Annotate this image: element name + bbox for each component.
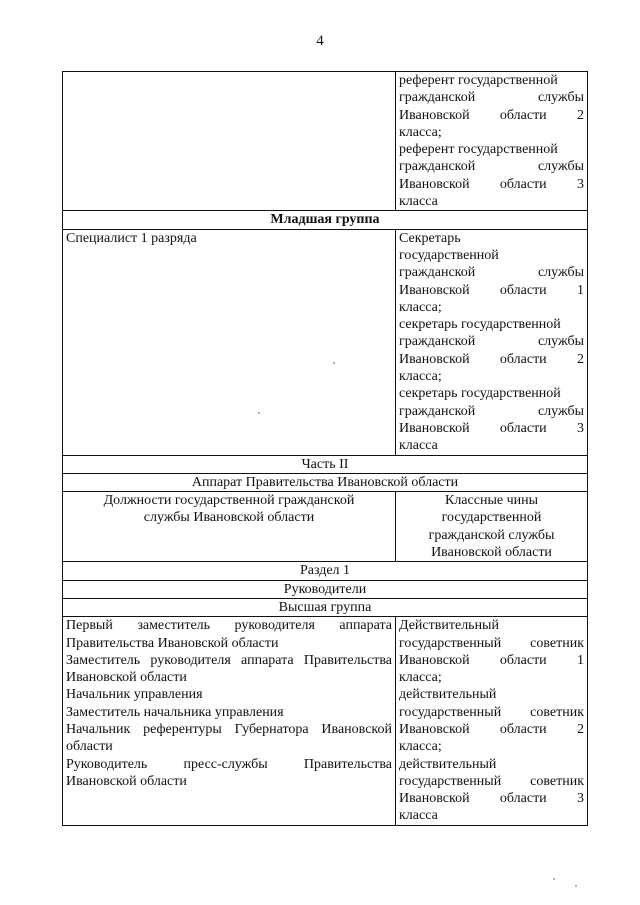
page-number: 4 xyxy=(316,33,324,49)
rank-line: класса xyxy=(399,438,438,454)
rank-line: класса; xyxy=(399,739,442,755)
rank-line: класса; xyxy=(399,299,442,315)
ranks-cell-senior xyxy=(396,617,588,826)
rank-line: государственный советник xyxy=(399,773,584,789)
rank-line: класса xyxy=(399,194,438,210)
table-row xyxy=(63,211,588,229)
rank-line: референт государственной xyxy=(399,73,558,88)
rank-line: Ивановской области 2 xyxy=(399,107,584,123)
rank-line: гражданской службы xyxy=(399,90,584,106)
rank-line: гражданской службы xyxy=(399,334,584,350)
positions-cell-senior xyxy=(63,617,396,826)
rank-line: Ивановской области 1 xyxy=(399,282,584,298)
group-heading-junior: Младшая группа xyxy=(63,211,588,229)
scan-speck xyxy=(258,412,260,414)
position-item: Заместитель начальника управления xyxy=(66,704,284,720)
rank-line: государственный советник xyxy=(399,704,584,720)
position-item: Начальник референтуры Губернатора Ивановской области xyxy=(66,721,392,755)
rank-line: класса; xyxy=(399,670,442,686)
ranks-table xyxy=(62,71,588,826)
rank-line: государственный советник xyxy=(399,635,584,651)
table-row xyxy=(63,492,588,562)
rank-line: Ивановской области 3 xyxy=(399,176,584,192)
position-item: Начальник управления xyxy=(66,687,203,703)
table-row xyxy=(63,562,588,580)
rank-line: гражданской службы xyxy=(399,159,584,175)
position-cell: Специалист 1 разряда xyxy=(63,229,396,455)
scan-speck xyxy=(333,362,335,364)
rank-line: Ивановской области 3 xyxy=(399,791,584,807)
ranks-cell-junior xyxy=(396,229,588,455)
position-item: Руководитель пресс-службы Правительства Ивановской области xyxy=(66,756,392,789)
table-row xyxy=(63,598,588,616)
scan-speck xyxy=(575,885,577,887)
rank-line: Ивановской области 2 xyxy=(399,351,584,367)
rank-line: гражданской службы xyxy=(399,265,584,281)
empty-left-cell xyxy=(63,72,396,211)
rank-line: Действительный xyxy=(399,618,499,634)
rank-line: Ивановской области 1 xyxy=(399,652,584,668)
part-title: Часть II xyxy=(63,455,588,473)
section-title: Раздел 1 xyxy=(63,562,588,580)
position-item: Первый заместитель руководителя аппарата Правительства Ивановской области xyxy=(66,618,392,651)
rank-line: действительный xyxy=(399,687,497,703)
category-title: Руководители xyxy=(63,580,588,598)
table-row xyxy=(63,72,588,211)
table-row xyxy=(63,473,588,491)
table-row xyxy=(63,229,588,455)
rank-line: государственной xyxy=(399,247,499,263)
rank-line: класса; xyxy=(399,124,442,140)
column-header-ranks: Классные чины государственной гражданской службы Ивановской области xyxy=(396,492,588,562)
part-subtitle: Аппарат Правительства Ивановской области xyxy=(63,473,588,491)
rank-line: референт государственной xyxy=(399,142,558,158)
rank-line: класса; xyxy=(399,369,442,385)
table-row xyxy=(63,617,588,826)
rank-line: Ивановской области 2 xyxy=(399,721,584,737)
column-header-positions: Должности государственной гражданской службы Ивановской области xyxy=(63,492,396,562)
position-item: Заместитель руководителя аппарата Правительства Ивановской области xyxy=(66,652,392,686)
scan-speck xyxy=(553,878,555,880)
rank-line: секретарь государственной xyxy=(399,386,561,402)
ranks-cell-top xyxy=(396,72,588,211)
table-row xyxy=(63,455,588,473)
rank-line: действительный xyxy=(399,756,497,772)
rank-line: секретарь государственной xyxy=(399,317,561,333)
rank-line: гражданской службы xyxy=(399,403,584,419)
rank-line: Секретарь xyxy=(399,230,461,246)
rank-line: класса xyxy=(399,808,438,824)
table-row xyxy=(63,580,588,598)
rank-line: Ивановской области 3 xyxy=(399,420,584,436)
group-heading-senior: Высшая группа xyxy=(63,598,588,616)
